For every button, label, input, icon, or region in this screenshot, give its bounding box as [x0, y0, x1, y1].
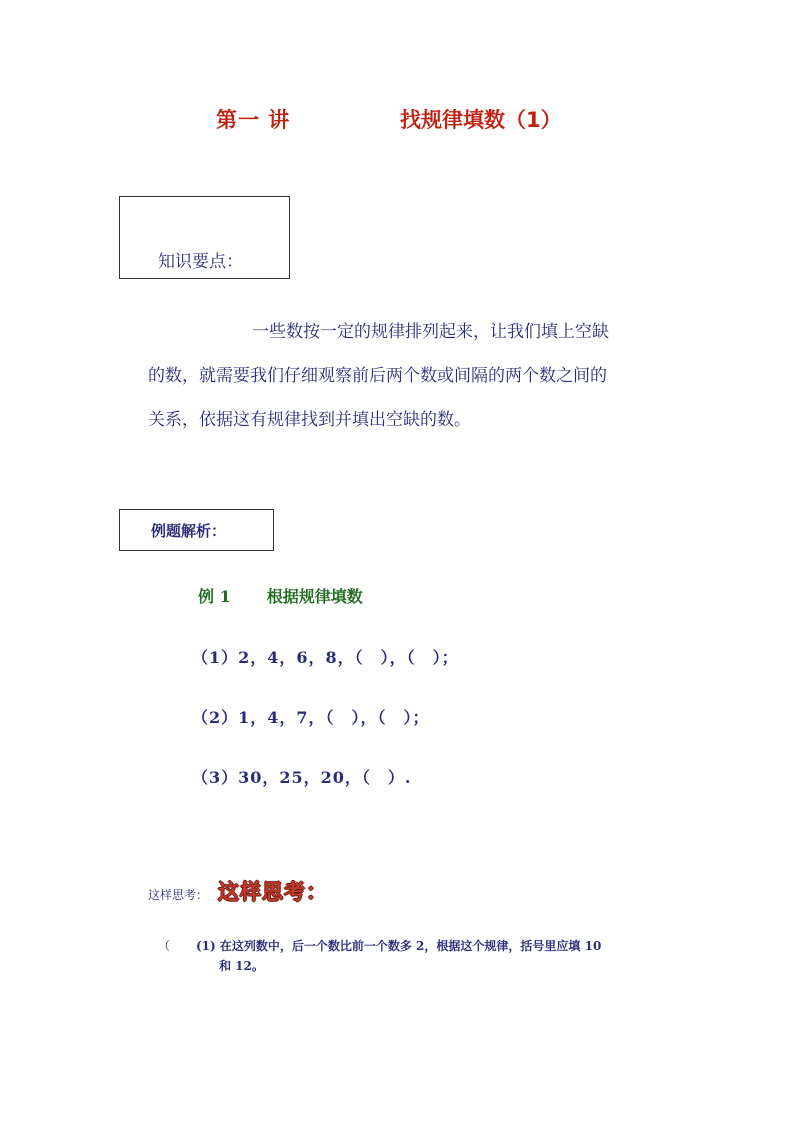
thinking-art-title: 这样思考：: [218, 880, 328, 904]
answer-paren: （: [158, 939, 171, 953]
knowledge-line-3: 关系，依据这有规律找到并填出空缺的数。: [148, 410, 471, 430]
thinking-label: 这样思考：: [148, 888, 209, 902]
lecture-number: 第一 讲: [216, 108, 291, 132]
problem-1: （1）2，4，6，8，（ ），（ ）；: [192, 648, 459, 667]
examples-label-box: [119, 509, 274, 551]
example-1-title: 根据规律填数: [266, 587, 363, 606]
examples-label: 例题解析：: [151, 522, 227, 540]
knowledge-label-box: [119, 196, 290, 279]
knowledge-paragraph: [148, 310, 648, 442]
lecture-topic: 找规律填数（1）: [400, 108, 562, 132]
knowledge-label: 知识要点：: [158, 252, 243, 272]
problem-2: （2）1，4，7，（ ），（ ）；: [192, 708, 430, 727]
answer-block: [196, 936, 656, 976]
knowledge-line-1: 一些数按一定的规律排列起来，让我们填上空缺: [252, 322, 609, 342]
example-1-number: 例 1: [198, 587, 231, 606]
problem-3: （3）30，25，20，（ ）.: [192, 768, 412, 787]
answer-line-1: (1) 在这列数中，后一个数比前一个数多 2，根据这个规律，括号里应填 10: [196, 939, 602, 953]
example-1-heading: [198, 584, 363, 607]
answer-line-2: 和 12。: [219, 959, 264, 973]
knowledge-line-2: 的数，就需要我们仔细观察前后两个数或间隔的两个数之间的: [148, 366, 607, 386]
